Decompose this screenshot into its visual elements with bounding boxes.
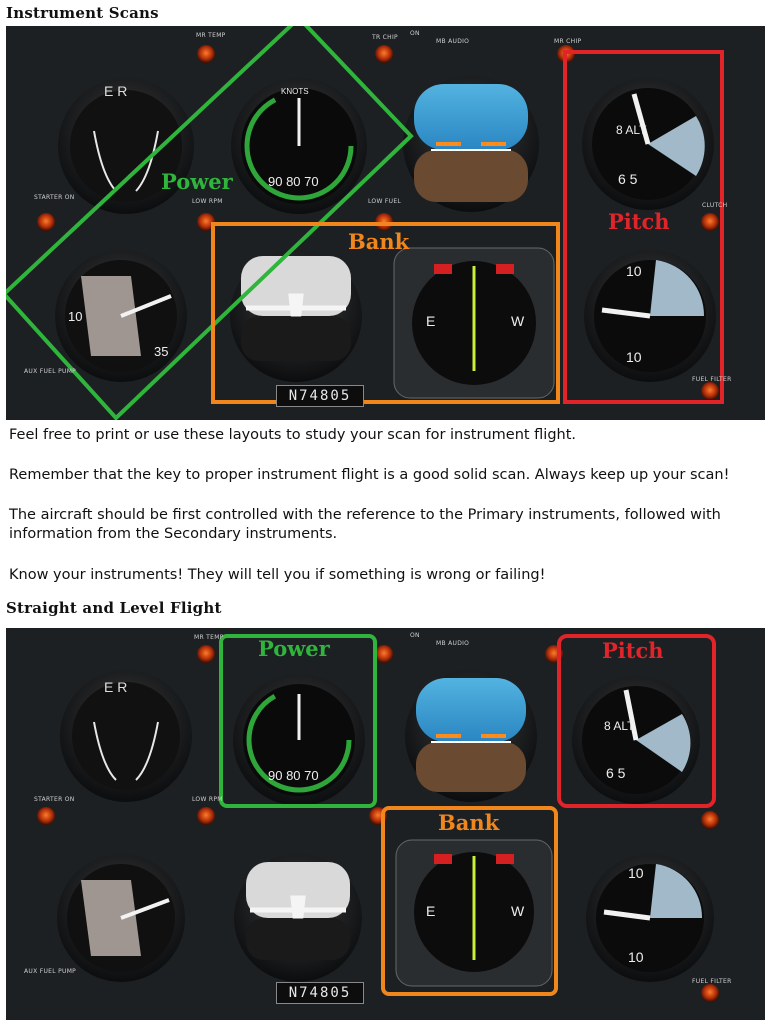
instrument-panel-photo-2 [6,628,765,1020]
section-heading-straight-level: Straight and Level Flight [6,599,222,617]
label-low-rpm: LOW RPM [192,796,223,803]
tail-number-placard: N74805 [276,982,364,1004]
label-aux-fuel-pump: AUX FUEL PUMP [24,968,77,975]
svg-text:W: W [511,903,525,919]
svg-text:E R: E R [104,679,128,695]
svg-text:6 5: 6 5 [606,765,626,781]
attitude-indicator [403,76,539,212]
altimeter [582,78,714,210]
svg-text:6 5: 6 5 [618,171,638,187]
airspeed-indicator [233,674,365,806]
label-mr-chip: MR CHIP [554,38,582,45]
svg-text:90 80 70: 90 80 70 [268,174,319,189]
label-on: ON [410,632,420,639]
fuel-filter-lamp [701,984,719,1002]
attitude-indicator [405,670,537,802]
label-starter-on: STARTER ON [34,796,75,803]
mr-temp-lamp [197,645,215,663]
svg-text:10: 10 [626,349,642,365]
label-tr-chip: TR CHIP [372,34,398,41]
fuel-filter-lamp [701,382,719,400]
turn-coordinator [230,250,362,382]
svg-text:8 ALT: 8 ALT [616,123,647,137]
power-label: Power [258,636,330,661]
turn-coordinator [234,854,362,982]
label-mr-temp: MR TEMP [194,634,224,641]
manifold-pressure-gauge [57,854,185,982]
airspeed-indicator [231,78,367,214]
svg-text:E: E [426,903,436,919]
section-heading-instrument-scans: Instrument Scans [6,4,159,22]
heading-indicator [394,248,554,398]
clutch-lamp [701,213,719,231]
svg-text:W: W [511,313,525,329]
svg-text:E R: E R [104,83,128,99]
label-low-rpm: LOW RPM [192,198,223,205]
bank-label: Bank [438,810,500,835]
instrument-panel-photo-1 [6,26,765,420]
svg-text:10: 10 [628,865,644,881]
heading-indicator [396,840,552,986]
bank-label: Bank [348,229,410,254]
manifold-pressure-gauge [55,250,187,382]
vertical-speed-indicator [584,250,716,382]
label-fuel-filter: FUEL FILTER [692,978,732,985]
tr-chip-lamp [375,45,393,63]
paragraph-print-layouts: Feel free to print or use these layouts to study your scan for instrument flight. [9,427,577,443]
svg-text:35: 35 [154,344,169,359]
label-mb-audio: MB AUDIO [436,640,470,647]
clutch-lamp [701,811,719,829]
svg-text:90 80 70: 90 80 70 [268,768,319,783]
rpm-gauge [60,670,192,802]
tail-number-placard: N74805 [276,385,364,407]
paragraph-solid-scan: Remember that the key to proper instrument flight is a good solid scan. Always keep up your scan! [9,467,730,483]
svg-text:10: 10 [626,263,642,279]
paragraph-know-instruments: Know your instruments! They will tell you if something is wrong or failing! [9,567,546,583]
label-clutch: CLUTCH [702,202,728,209]
svg-text:10: 10 [628,949,644,965]
paragraph-primary-secondary: The aircraft should be first controlled with the reference to the Primary instruments, followed with information from the Secondary instruments. [9,507,721,542]
svg-text:10: 10 [68,309,83,324]
svg-text:E: E [426,313,436,329]
label-aux-fuel-pump: AUX FUEL PUMP [24,368,77,375]
power-label: Power [161,169,233,194]
starter-on-lamp [37,807,55,825]
label-starter-on: STARTER ON [34,194,75,201]
tr-chip-lamp [375,645,393,663]
instrument-panel-graphic [6,628,765,1020]
label-on: ON [410,30,420,37]
svg-text:8 ALT: 8 ALT [604,719,635,733]
label-fuel-filter: FUEL FILTER [692,376,732,383]
vertical-speed-indicator [586,854,714,982]
label-low-fuel: LOW FUEL [368,198,402,205]
label-mb-audio: MB AUDIO [436,38,470,45]
pitch-label: Pitch [602,638,664,663]
label-mr-temp: MR TEMP [196,32,226,39]
svg-text:KNOTS: KNOTS [281,87,309,96]
mr-temp-lamp [197,45,215,63]
pitch-label: Pitch [608,209,670,234]
starter-on-lamp [37,213,55,231]
low-rpm-lamp [197,807,215,825]
altimeter [572,676,700,804]
